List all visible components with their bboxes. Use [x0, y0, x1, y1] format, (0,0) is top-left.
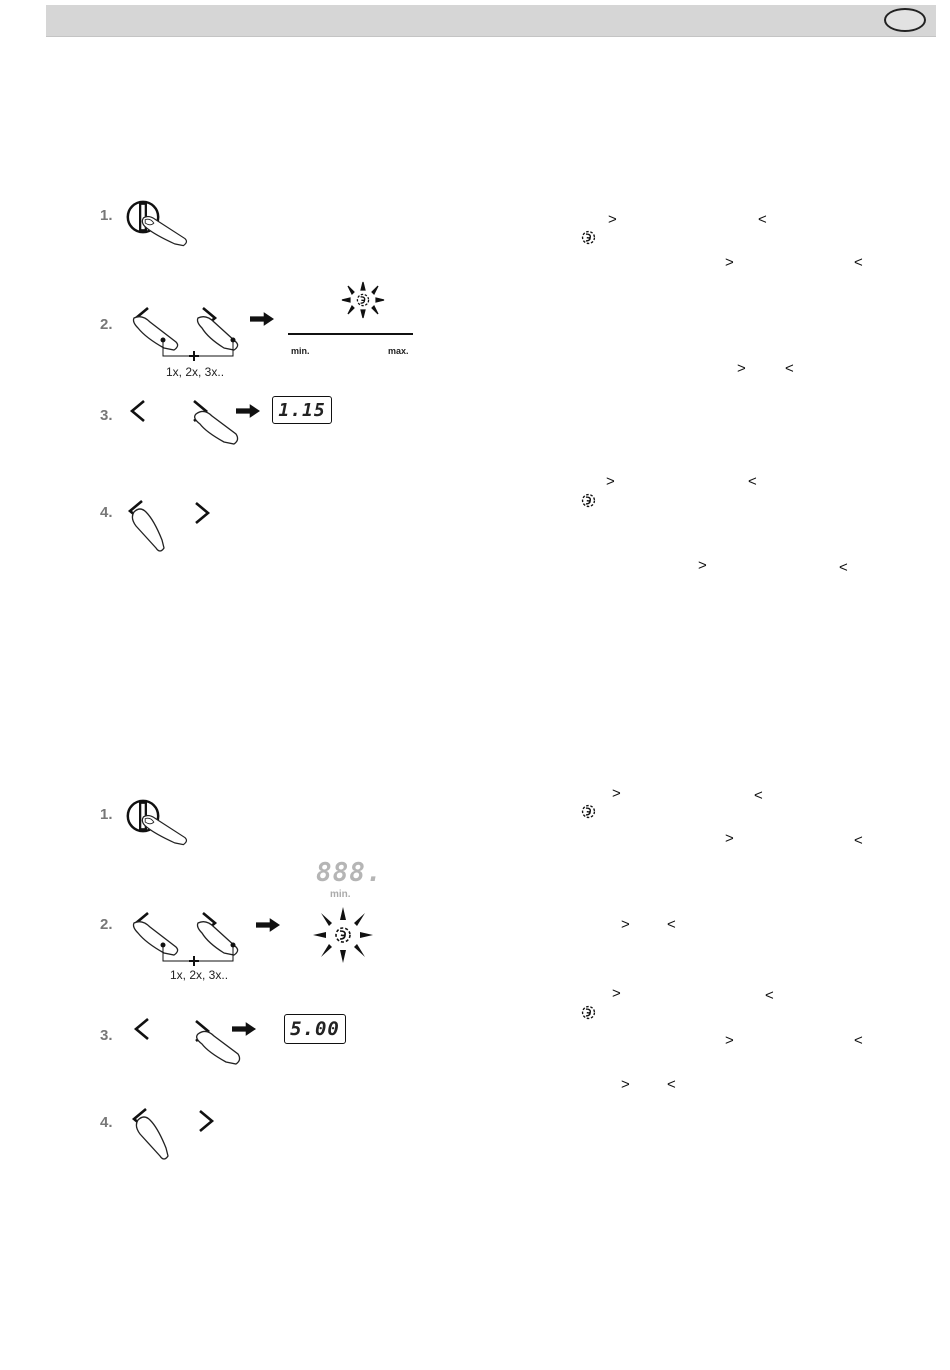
- fan-flashing-icon: [312, 906, 374, 964]
- decrease-symbol: <: [854, 1032, 863, 1049]
- fan-icon: [580, 803, 597, 820]
- finger-icon: [140, 212, 192, 248]
- decrease-key-pressed-icon: [130, 1106, 176, 1166]
- decrease-key-pressed-icon: [126, 498, 172, 558]
- step-number: 3.: [100, 1027, 113, 1044]
- minutes-unit-label: min.: [330, 889, 351, 900]
- increase-symbol: >: [606, 473, 615, 490]
- decrease-symbol: <: [758, 211, 767, 228]
- header-bar: [46, 5, 936, 37]
- increase-symbol: >: [737, 360, 746, 377]
- fan-icon: [580, 1004, 597, 1021]
- decrease-symbol: <: [854, 254, 863, 271]
- arrow-right-icon: [236, 404, 260, 418]
- increase-symbol: >: [725, 830, 734, 847]
- step-number: 4.: [100, 1114, 113, 1131]
- decrease-symbol: <: [748, 473, 757, 490]
- decrease-symbol: <: [667, 916, 676, 933]
- finger-icon: [140, 811, 192, 847]
- intensity-scale-line: [288, 333, 413, 335]
- arrow-right-icon: [256, 918, 280, 932]
- increase-symbol: >: [698, 557, 707, 574]
- step-number: 3.: [100, 407, 113, 424]
- decrease-symbol: <: [839, 559, 848, 576]
- increase-key-icon: [196, 1108, 216, 1136]
- press-count-caption: 1x, 2x, 3x..: [170, 968, 229, 982]
- decrease-key-icon: [128, 398, 148, 426]
- step-number: 2.: [100, 916, 113, 933]
- step-number: 4.: [100, 504, 113, 521]
- language-badge: [884, 8, 926, 32]
- decrease-symbol: <: [785, 360, 794, 377]
- press-count-caption: 1x, 2x, 3x..: [166, 365, 225, 379]
- increase-symbol: >: [608, 211, 617, 228]
- increase-symbol: >: [621, 1076, 630, 1093]
- increase-symbol: >: [725, 254, 734, 271]
- scale-max-label: max.: [388, 346, 409, 356]
- fan-icon: [580, 229, 597, 246]
- increase-key-icon: [192, 500, 212, 528]
- increase-symbol: >: [612, 985, 621, 1002]
- fan-icon: [580, 492, 597, 509]
- increase-symbol: >: [725, 1032, 734, 1049]
- arrow-right-icon: [250, 312, 274, 326]
- timer-display: 5.00: [284, 1014, 346, 1044]
- step-number: 1.: [100, 806, 113, 823]
- timer-display: 1.15: [272, 396, 332, 424]
- increase-symbol: >: [612, 785, 621, 802]
- decrease-symbol: <: [667, 1076, 676, 1093]
- scale-min-label: min.: [291, 346, 310, 356]
- decrease-symbol: <: [854, 832, 863, 849]
- decrease-symbol: <: [765, 987, 774, 1004]
- step-number: 2.: [100, 316, 113, 333]
- decrease-key-icon: [132, 1016, 152, 1044]
- fan-flashing-icon: [340, 280, 386, 320]
- step-number: 1.: [100, 207, 113, 224]
- timer-display-ghost: 888.: [316, 858, 383, 888]
- decrease-symbol: <: [754, 787, 763, 804]
- press-both-keys-icon: [128, 905, 246, 969]
- increase-symbol: >: [621, 916, 630, 933]
- arrow-right-icon: [232, 1022, 256, 1036]
- press-both-keys-icon: [128, 300, 246, 364]
